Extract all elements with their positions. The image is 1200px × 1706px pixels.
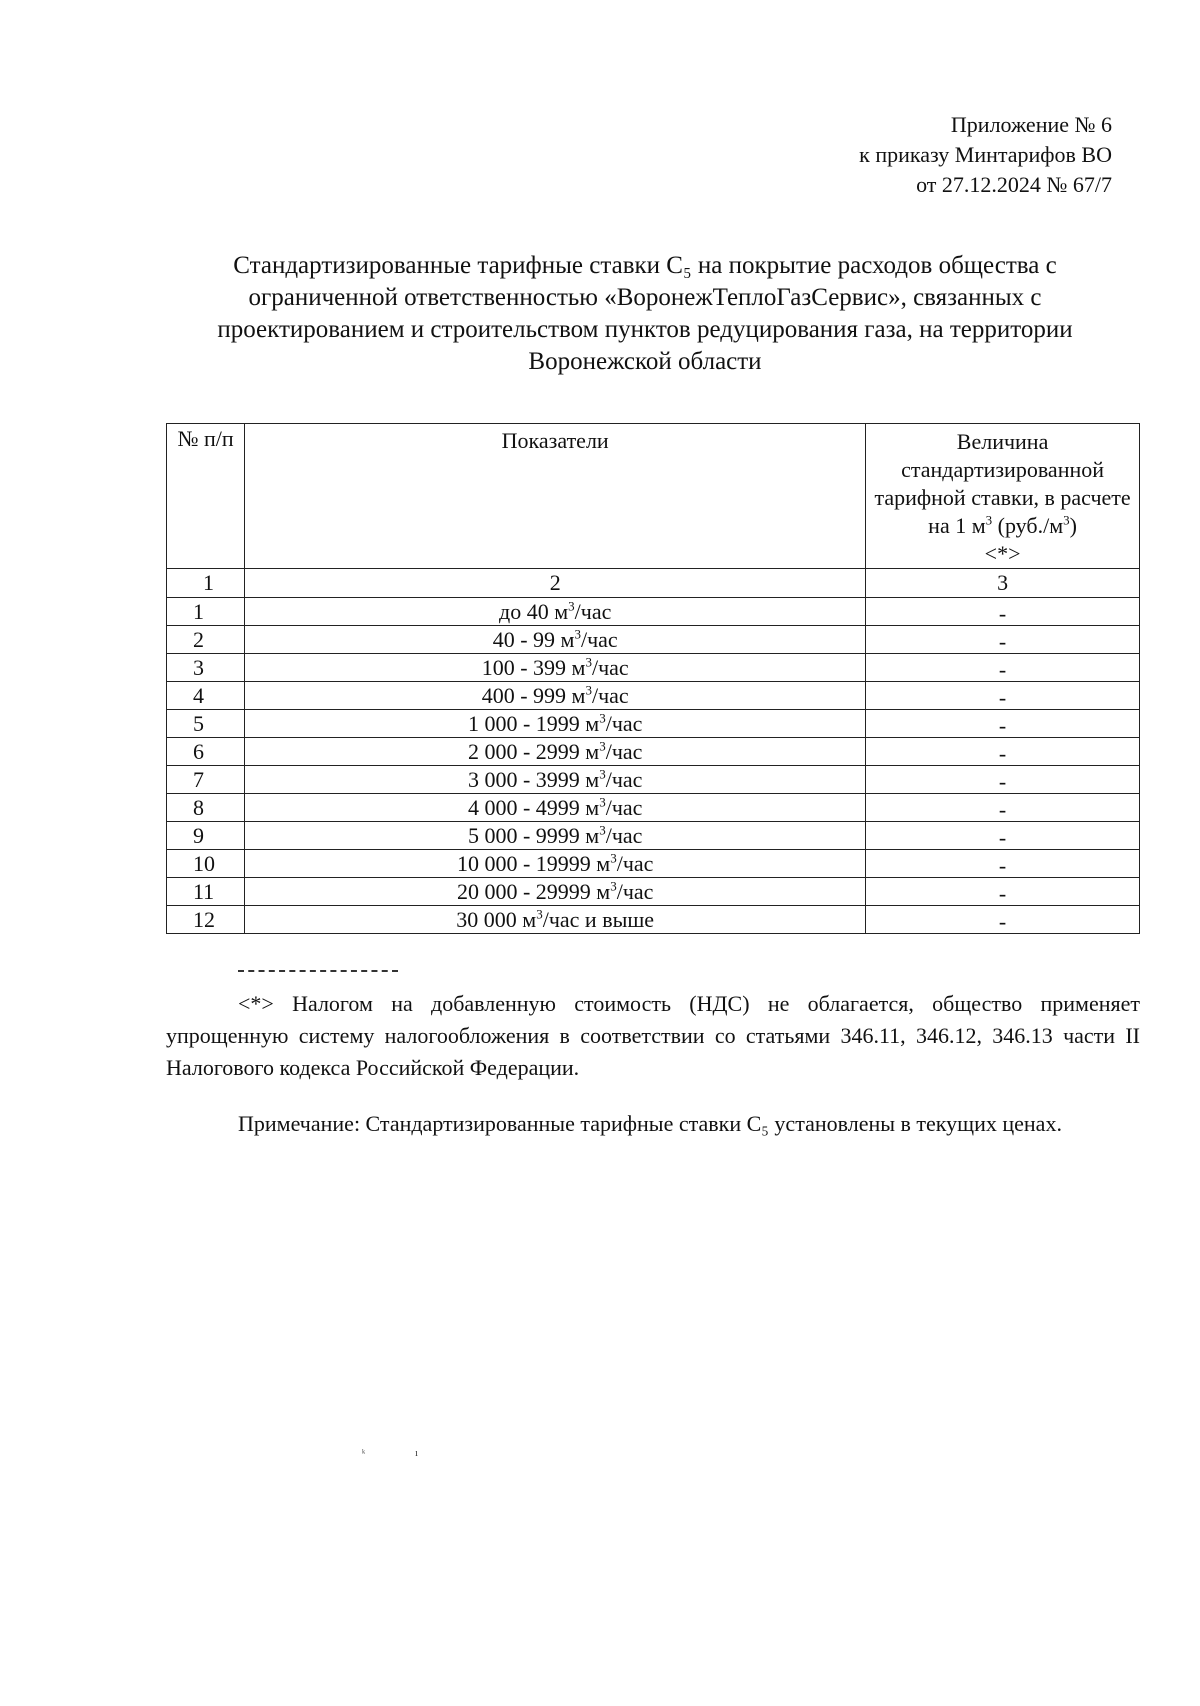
appendix-order-date: от 27.12.2024 № 67/7 [916, 172, 1112, 197]
row-indicator [245, 794, 866, 822]
indicator-unit-exponent: 3 [599, 766, 606, 782]
document-title [150, 250, 1140, 378]
row-value: - [866, 710, 1140, 738]
table-row [167, 682, 1140, 710]
row-number: 12 [167, 906, 245, 934]
indicator-unit: м [585, 823, 600, 848]
row-number: 8 [167, 794, 245, 822]
row-value: - [866, 850, 1140, 878]
row-indicator [245, 878, 866, 906]
indicator-unit-tail: /час [605, 823, 643, 848]
appendix-order-ref: к приказу Минтарифов ВО [859, 142, 1112, 167]
indicator-range: 1 000 - 1999 [467, 711, 586, 736]
table-row [167, 878, 1140, 906]
row-indicator [245, 682, 866, 710]
indicator-unit-exponent: 3 [599, 794, 606, 810]
indicator-unit: м [571, 683, 586, 708]
row-number: 7 [167, 766, 245, 794]
footnote-text: <*> Налогом на добавленную стоимость (НДС) не облагается, общество применяет упрощенную систему налогообложения в соответствии со статьями 346.11, 346.12, 346.13 части II Налогового кодекса Российской Федерации. [166, 991, 1140, 1080]
indicator-unit-exponent: 3 [568, 598, 575, 614]
row-value: - [866, 682, 1140, 710]
indicator-unit: м [585, 767, 600, 792]
indicator-unit: м [596, 879, 611, 904]
header-indicators: Показатели [245, 424, 866, 569]
table-row [167, 822, 1140, 850]
indicator-unit-tail: /час [616, 851, 654, 876]
indicator-unit: м [585, 795, 600, 820]
row-number: 1 [167, 598, 245, 626]
indicator-unit: м [596, 851, 611, 876]
indicator-unit-exponent: 3 [599, 738, 606, 754]
appendix-number: Приложение № 6 [950, 112, 1112, 137]
indicator-range: 5 000 - 9999 [467, 823, 586, 848]
row-number: 4 [167, 682, 245, 710]
indicator-unit-tail: /час [591, 683, 629, 708]
indicator-range: 2 000 - 2999 [467, 739, 586, 764]
note: Примечание: Стандартизированные тарифные ставки C₅ установлены в текущих ценах. [238, 1111, 1062, 1136]
table-row [167, 738, 1140, 766]
indicator-unit-exponent: 3 [599, 822, 606, 838]
table-row [167, 766, 1140, 794]
row-number: 2 [167, 626, 245, 654]
row-indicator [245, 738, 866, 766]
table-row [167, 906, 1140, 934]
row-value: - [866, 794, 1140, 822]
row-value: - [866, 906, 1140, 934]
row-value: - [866, 738, 1140, 766]
indicator-suffix: и выше [579, 907, 655, 932]
row-indicator [245, 822, 866, 850]
indicator-range: 4 000 - 4999 [467, 795, 586, 820]
table-row [167, 850, 1140, 878]
indicator-range: 100 - 399 [481, 655, 572, 680]
indicator-range: 10 000 - 19999 [456, 851, 597, 876]
indicator-range: 20 000 - 29999 [456, 879, 597, 904]
indicator-unit-exponent: 3 [585, 654, 592, 670]
title-line: проектированием и строительством пунктов редуцирования газа, на территории [217, 316, 1073, 343]
row-value: - [866, 654, 1140, 682]
title-line: Воронежской области [528, 348, 762, 375]
row-indicator [245, 654, 866, 682]
row-number: 6 [167, 738, 245, 766]
title-line: ограниченной ответственностью «ВоронежТеплоГазСервис», связанных с [248, 284, 1042, 311]
indicator-unit: м [585, 739, 600, 764]
row-indicator [245, 598, 866, 626]
indicator-range: 30 000 [456, 907, 523, 932]
table-row [167, 794, 1140, 822]
indicator-unit-exponent: 3 [599, 710, 606, 726]
indicator-unit-tail: /час [605, 739, 643, 764]
indicator-unit-tail: /час [574, 599, 612, 624]
indicator-unit: м [554, 599, 569, 624]
indicator-unit-exponent: 3 [585, 682, 592, 698]
indicator-unit-tail: /час [580, 627, 618, 652]
column-index: 2 [245, 569, 866, 598]
indicator-unit-tail: /час [605, 711, 643, 736]
row-value: - [866, 626, 1140, 654]
indicator-unit-tail: /час [605, 767, 643, 792]
row-indicator [245, 850, 866, 878]
row-indicator [245, 906, 866, 934]
column-index: 3 [866, 569, 1140, 598]
row-number: 5 [167, 710, 245, 738]
scan-specks: ᵏ ı [362, 1448, 418, 1459]
row-indicator [245, 626, 866, 654]
indicator-unit-tail: /час [605, 795, 643, 820]
column-index: 1 [167, 569, 245, 598]
row-value: - [866, 822, 1140, 850]
indicator-unit-tail: /час [542, 907, 580, 932]
row-value: - [866, 878, 1140, 906]
table-row [167, 654, 1140, 682]
indicator-unit: м [571, 655, 586, 680]
header-number: № п/п [167, 424, 245, 569]
indicator-unit: м [585, 711, 600, 736]
row-number: 11 [167, 878, 245, 906]
indicator-unit-exponent: 3 [610, 850, 617, 866]
table-row [167, 598, 1140, 626]
row-indicator [245, 710, 866, 738]
indicator-range: 3 000 - 3999 [467, 767, 586, 792]
indicator-unit-exponent: 3 [574, 626, 581, 642]
row-number: 10 [167, 850, 245, 878]
table-row [167, 626, 1140, 654]
tariff-rates-table [166, 423, 1140, 934]
column-index-row [167, 569, 1140, 598]
row-number: 9 [167, 822, 245, 850]
row-value: - [866, 598, 1140, 626]
indicator-unit-exponent: 3 [610, 878, 617, 894]
title-line: Стандартизированные тарифные ставки C₅ на покрытие расходов общества с [233, 252, 1057, 279]
indicator-unit-tail: /час [591, 655, 629, 680]
appendix-header [692, 110, 1112, 200]
table-header-row [167, 424, 1140, 569]
row-indicator [245, 766, 866, 794]
row-number: 3 [167, 654, 245, 682]
indicator-unit-exponent: 3 [536, 906, 543, 922]
header-value: Величина стандартизированной тарифной ставки, в расчете на 1 $м^3$ $(руб./м^3)$ <*> [866, 424, 1140, 569]
indicator-range: 40 - 99 [492, 627, 561, 652]
indicator-range: 400 - 999 [481, 683, 572, 708]
table-row [167, 710, 1140, 738]
indicator-range: до 40 [499, 599, 555, 624]
indicator-unit: м [560, 627, 575, 652]
footnote [166, 988, 1140, 1084]
row-value: - [866, 766, 1140, 794]
footnote-divider [238, 970, 398, 972]
indicator-unit: м [522, 907, 537, 932]
indicator-unit-tail: /час [616, 879, 654, 904]
